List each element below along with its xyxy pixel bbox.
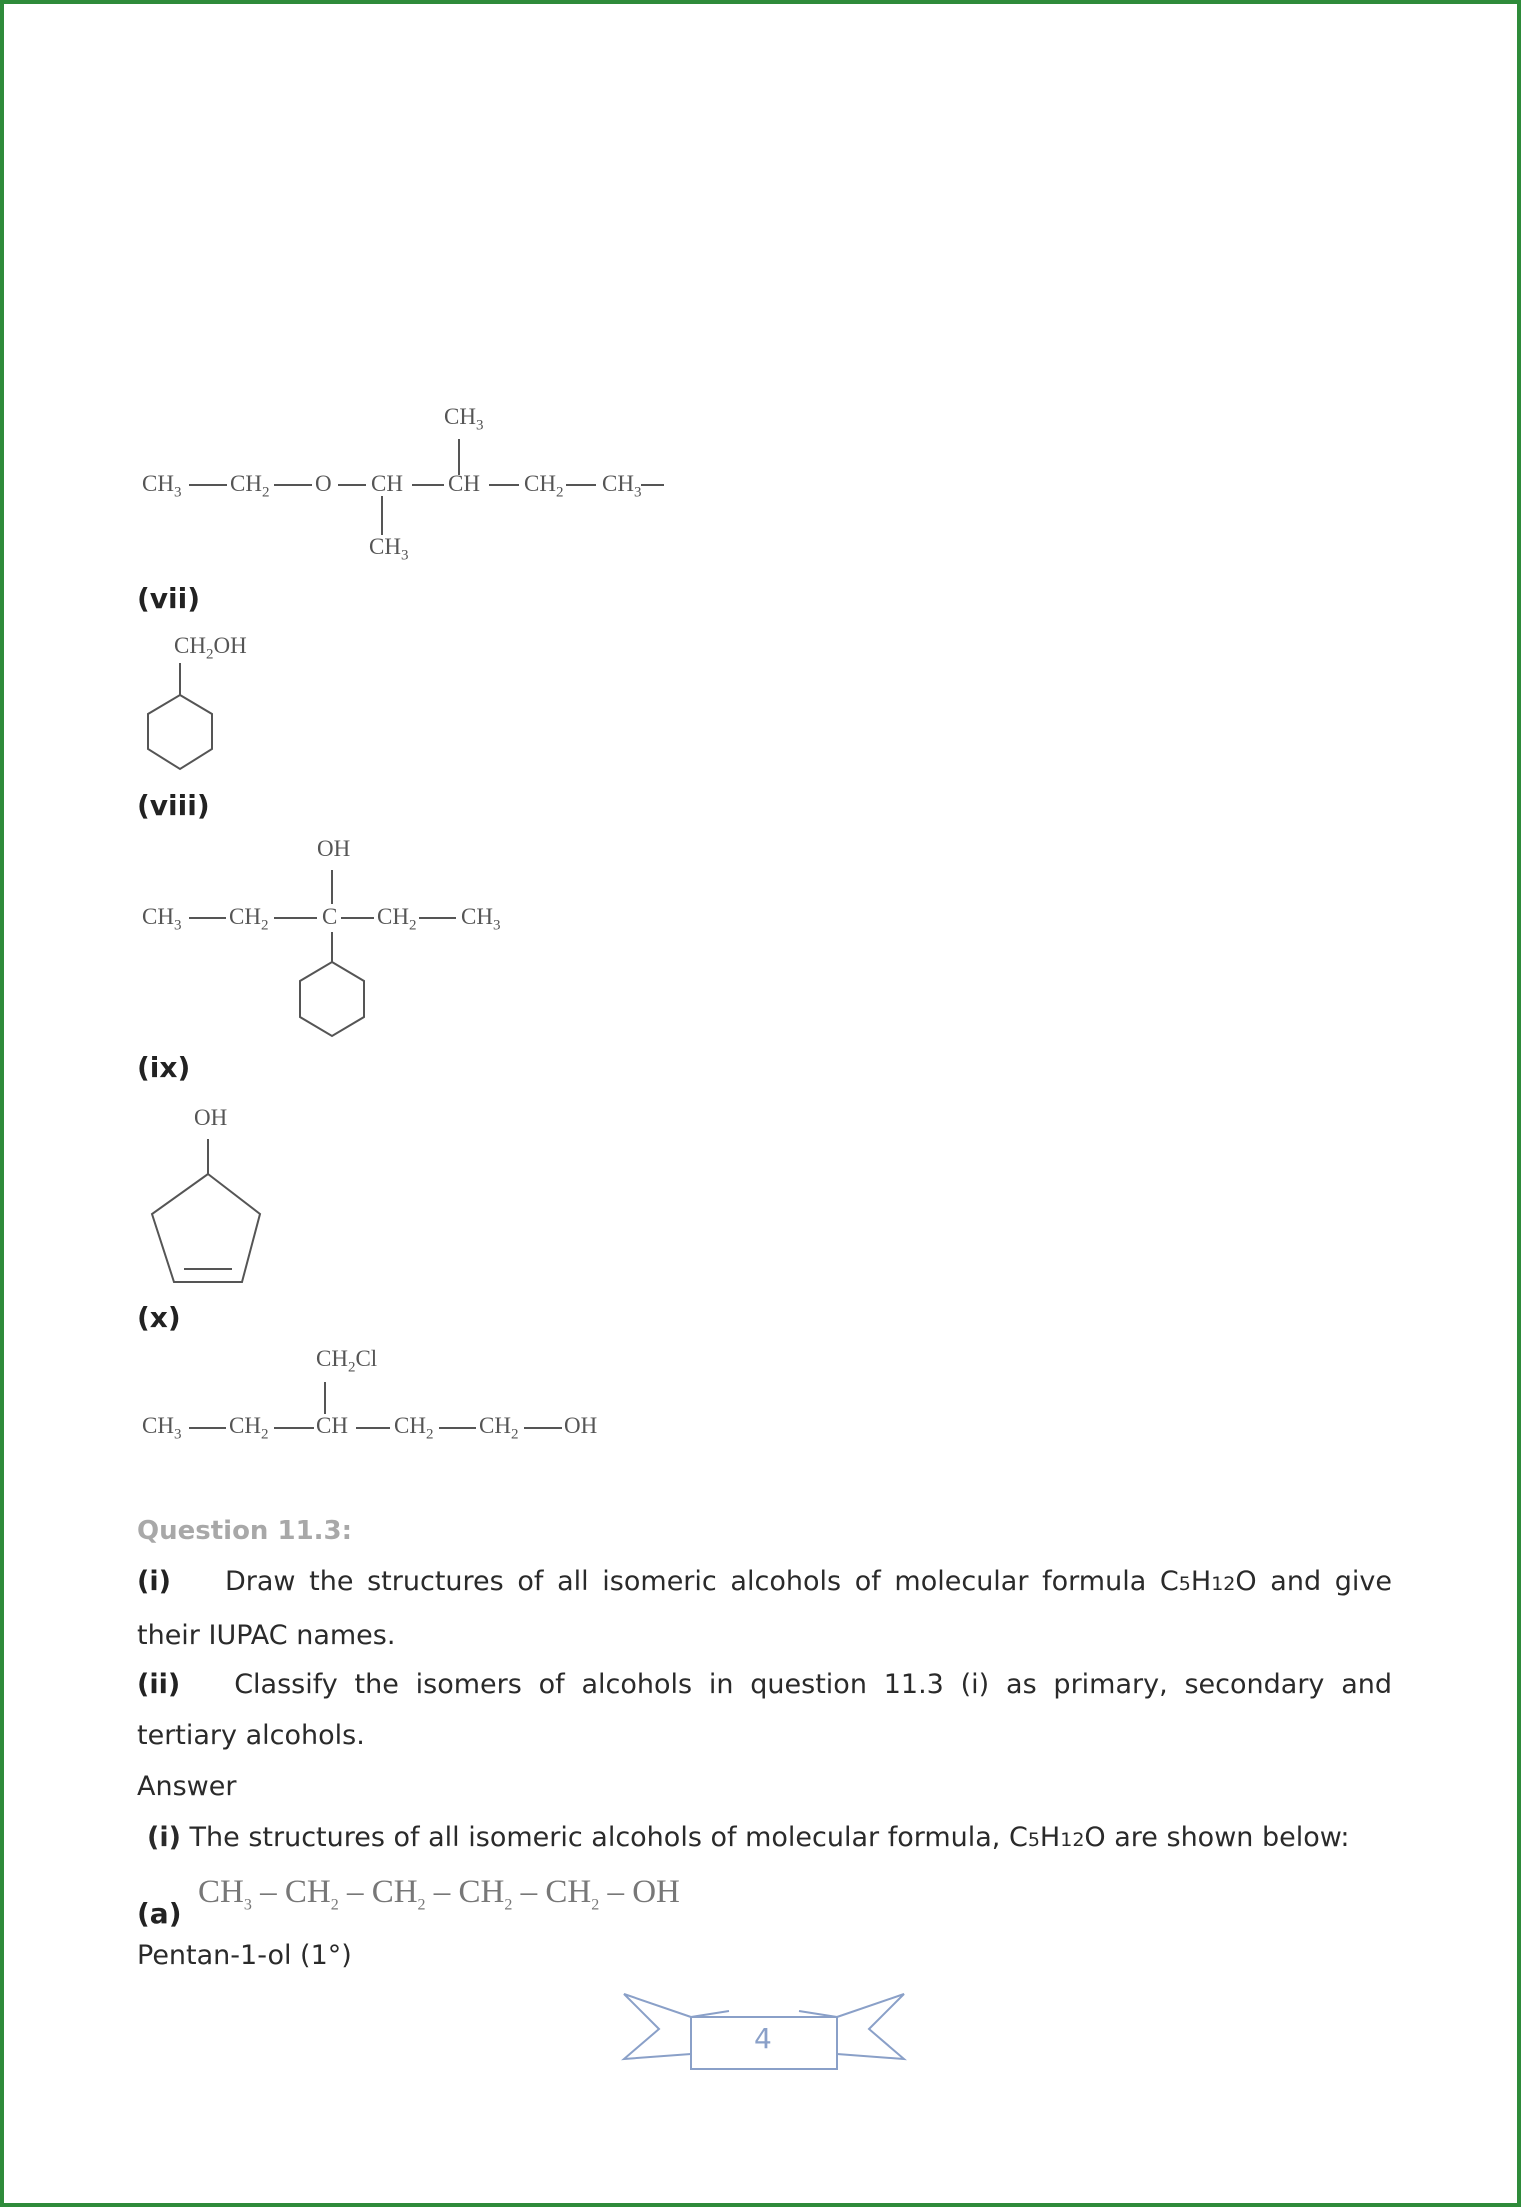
structure-ix-diagram: OH bbox=[134, 1099, 334, 1289]
answer-intro: (i) The structures of all isomeric alcohols of molecular formula, C5H12O are shown below: bbox=[147, 1822, 1350, 1853]
answer-item-a-formula: $CH_3 - CH_2 - CH_2 - CH_2 - CH_2$ – OH bbox=[198, 1874, 680, 1914]
cyclohexane-ring bbox=[134, 629, 334, 779]
item-label-vii: (vii) bbox=[137, 582, 201, 615]
answer-item-a-name: Pentan-1-ol (1°) bbox=[137, 1940, 352, 1971]
bond-lines bbox=[134, 834, 534, 1044]
answer-item-a-label: (a) bbox=[137, 1897, 182, 1930]
structure-vii-diagram: $CH_2OH$ bbox=[134, 629, 334, 779]
part-ii-label: (ii) bbox=[137, 1669, 181, 1700]
page-number: 4 bbox=[754, 2022, 772, 2055]
question-part-i: (i) Draw the structures of all isomeric alcohols of molecular formula C5H12O and give their IUPAC names. bbox=[137, 1566, 1393, 1651]
part-i-text-before: Draw the structures of all isomeric alcohols of molecular formula C bbox=[224, 1566, 1179, 1597]
part-ii-text: Classify the isomers of alcohols in question 11.3 (i) as primary, secondary and tertiary alcohols. bbox=[137, 1669, 1392, 1751]
part-i-text-after: O and give their IUPAC names. bbox=[137, 1566, 1393, 1651]
item-label-ix: (ix) bbox=[137, 1051, 191, 1084]
answer-intro-label: (i) bbox=[147, 1822, 181, 1853]
question-part-ii bbox=[137, 1659, 1392, 1761]
structure-x-diagram: $CH_2Cl$ $CH_3$ $CH_2$ CH $CH_2$ $CH_2$ OH bbox=[134, 1344, 634, 1464]
question-heading: Question 11.3: bbox=[137, 1516, 353, 1546]
bond-lines bbox=[134, 1344, 634, 1464]
item-label-viii: (viii) bbox=[137, 789, 210, 822]
structure-vi-diagram: $CH_3$ $CH_2$ O CH CH $CH_2$ $CH_3$ $CH_3$ $CH_3$ bbox=[134, 399, 694, 569]
answer-heading: Answer bbox=[137, 1771, 237, 1802]
item-label-x: (x) bbox=[137, 1301, 181, 1334]
part-i-label: (i) bbox=[137, 1566, 171, 1597]
cyclopentene-ring bbox=[134, 1099, 334, 1289]
structure-viii-diagram: OH $CH_3$ $CH_2$ C $CH_2$ $CH_3$ bbox=[134, 834, 534, 1044]
page-number-ribbon bbox=[619, 1989, 909, 2079]
